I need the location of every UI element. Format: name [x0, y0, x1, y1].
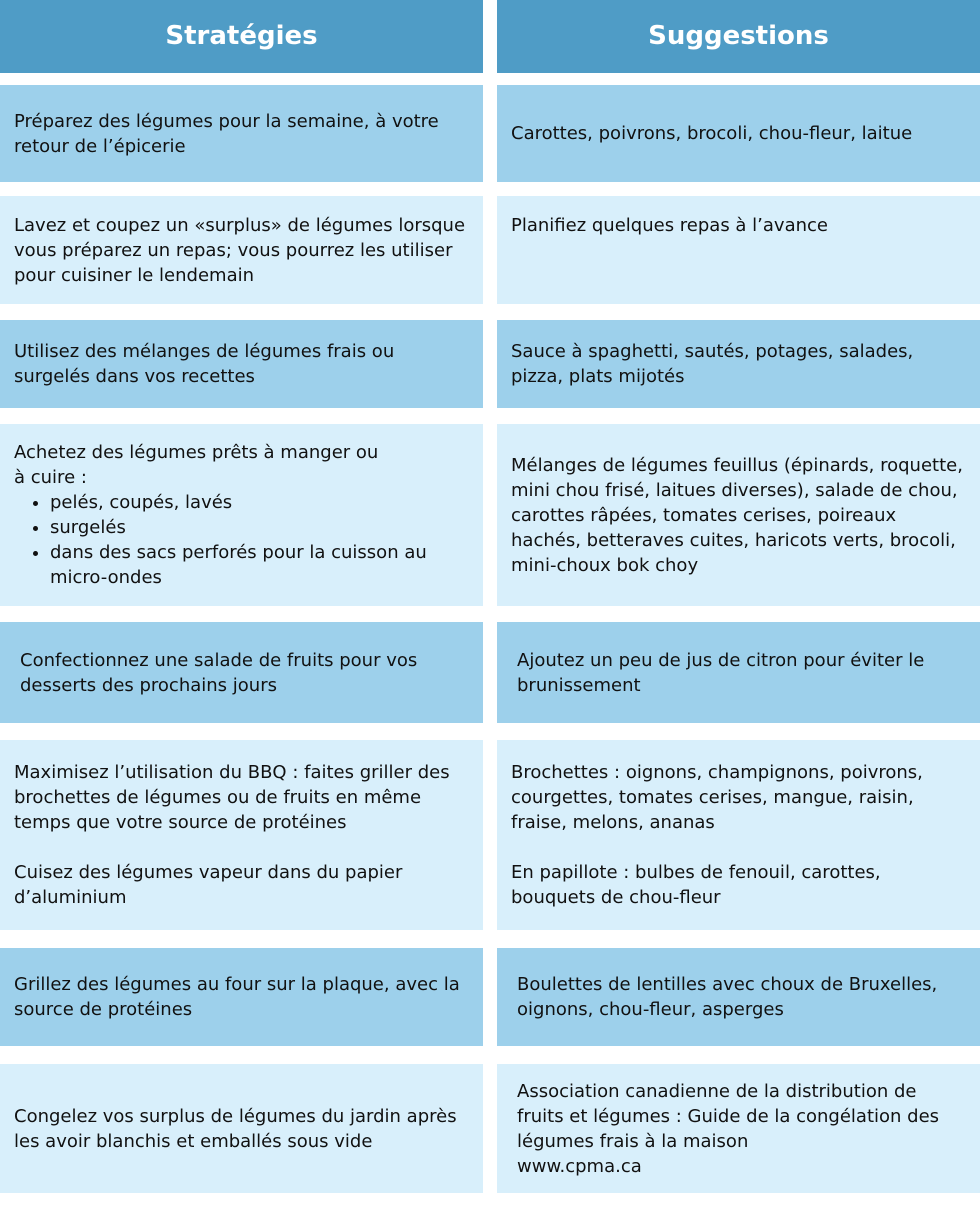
- strategy-text: Lavez et coupez un «surplus» de légumes lorsque vous préparez un repas; vous pourrez les utiliser pour cuisiner le lendemain: [14, 214, 466, 286]
- strategy-text: Grillez des légumes au four sur la plaque, avec la source de protéines: [14, 974, 460, 1020]
- suggestion-cell: [497, 85, 980, 182]
- suggestion-cell: [497, 196, 980, 304]
- strategy-text: Préparez des légumes pour la semaine, à votre retour de l’épicerie: [14, 110, 439, 157]
- suggestion-text: Sauce à spaghetti, sautés, potages, salades, pizza, plats mijotés: [511, 341, 914, 387]
- strategy-cell: [0, 622, 483, 723]
- list-item: • surgelés: [50, 515, 469, 540]
- strategy-text: Maximisez l’utilisation du BBQ : faites griller des brochettes de légumes ou de fruits en même temps que votre source de protéines: [14, 762, 450, 833]
- strategy-text: Cuisez des légumes vapeur dans du papier d’aluminium: [14, 862, 403, 908]
- suggestion-cell: [497, 1064, 980, 1193]
- header-strategies-label: Stratégies: [165, 21, 318, 51]
- suggestion-cell: [497, 320, 980, 408]
- strategy-text: Congelez vos surplus de légumes du jardin après les avoir blanchis et emballés sous vide: [14, 1105, 457, 1152]
- strategy-cell: [0, 1064, 483, 1193]
- header-suggestions-label: Suggestions: [648, 21, 829, 51]
- header-strategies: [0, 0, 483, 73]
- suggestion-cell: [497, 740, 980, 930]
- suggestion-text: Ajoutez un peu de jus de citron pour éviter le brunissement: [517, 649, 925, 696]
- suggestion-text: Mélanges de légumes feuillus (épinards, roquette, mini chou frisé, laitues diverses), salade de chou, carottes râpées, tomates cerises, poireaux hachés, betteraves cuites, haricots verts, brocoli, mini-choux bok choy: [511, 454, 963, 576]
- suggestion-text: En papillote : bulbes de fenouil, carottes, bouquets de chou-fleur: [511, 862, 881, 908]
- strategy-text: Utilisez des mélanges de légumes frais ou surgelés dans vos recettes: [14, 341, 395, 387]
- suggestion-text: Boulettes de lentilles avec choux de Bruxelles, oignons, chou-fleur, asperges: [517, 974, 938, 1020]
- strategy-text: Achetez des légumes prêts à manger ou à cuire :: [14, 442, 379, 488]
- suggestion-cell: [497, 424, 980, 606]
- strategy-cell: [0, 196, 483, 304]
- strategy-list: [14, 490, 469, 590]
- strategy-cell: [0, 424, 483, 606]
- suggestion-cell: [497, 622, 980, 723]
- suggestion-text: Carottes, poivrons, brocoli, chou-fleur, laitue: [511, 123, 913, 144]
- strategy-text: Confectionnez une salade de fruits pour vos desserts des prochains jours: [20, 649, 418, 696]
- suggestion-text: Brochettes : oignons, champignons, poivrons, courgettes, tomates cerises, mangue, raisin, fraise, melons, ananas: [511, 762, 923, 833]
- list-item: • dans des sacs perforés pour la cuisson au micro-ondes: [50, 540, 469, 590]
- strategy-cell: [0, 85, 483, 182]
- strategy-cell: [0, 948, 483, 1046]
- header-suggestions: [497, 0, 980, 73]
- cpma-link[interactable]: www.cpma.ca: [517, 1155, 642, 1177]
- suggestion-cell: [497, 948, 980, 1046]
- suggestion-text: Association canadienne de la distribution de fruits et légumes : Guide de la congélation des légumes frais à la maison: [517, 1080, 940, 1152]
- strategy-cell: [0, 320, 483, 408]
- strategy-cell: [0, 740, 483, 930]
- list-item: • pelés, coupés, lavés: [50, 490, 469, 515]
- suggestion-text: Planifiez quelques repas à l’avance: [511, 215, 828, 236]
